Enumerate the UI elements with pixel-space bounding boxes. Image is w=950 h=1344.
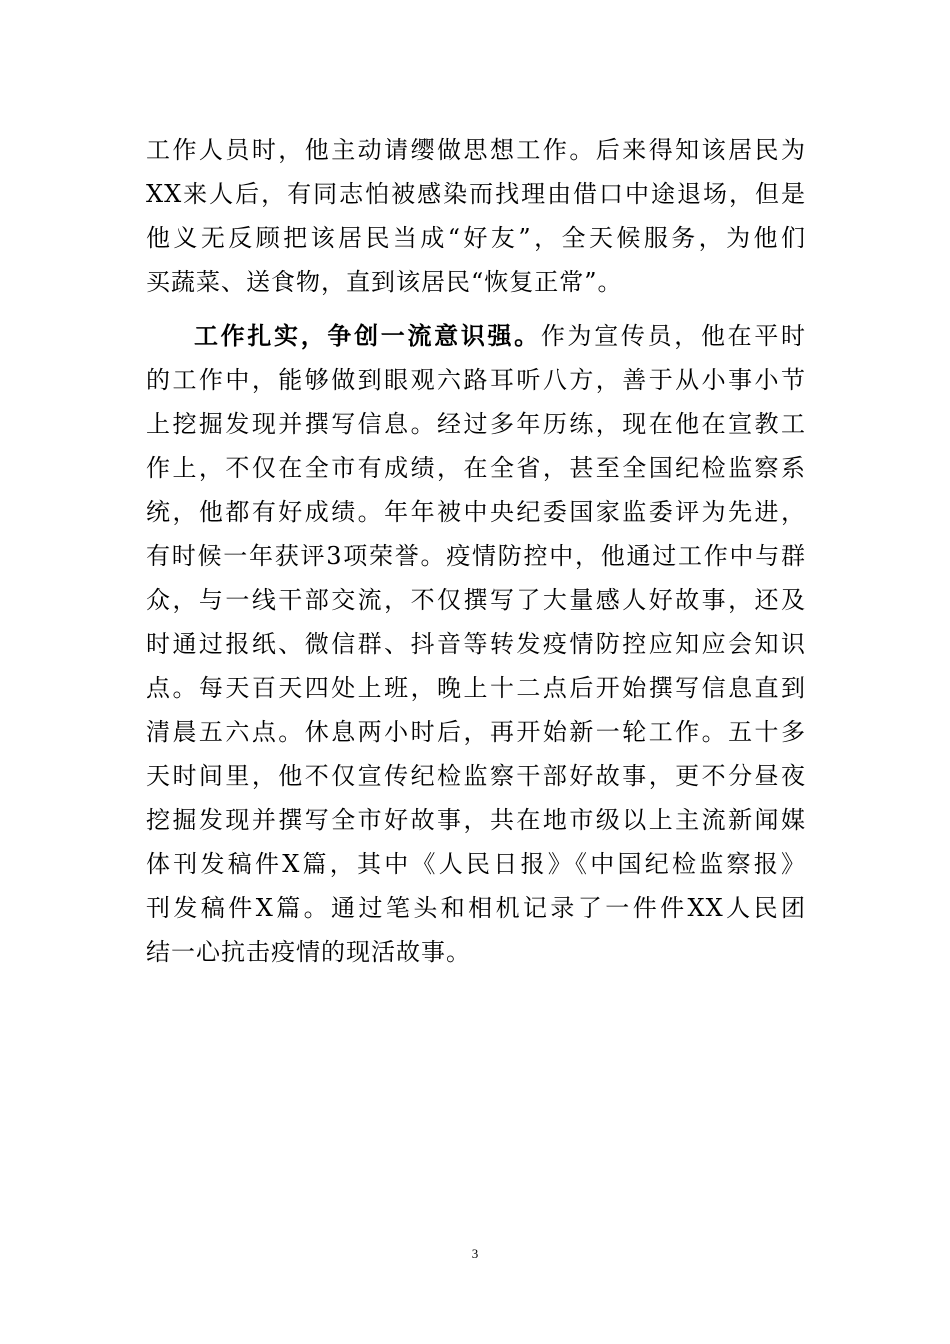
paragraph-line: 的工作中，能够做到眼观六路耳听八方，善于从小事小节 (146, 366, 806, 394)
paragraph-2 (146, 314, 806, 974)
page-number: 3 (471, 1246, 479, 1261)
paragraph-line: 有时候一年获评3项荣誉。疫情防控中，他通过工作中与群 (146, 542, 806, 570)
paragraph-line: 买蔬菜、送食物，直到该居民“恢复正常”。 (146, 268, 623, 296)
section-heading: 工作扎实，争创一流意识强。 (194, 321, 541, 350)
paragraph-line: 上挖掘发现并撰写信息。经过多年历练，现在他在宣教工 (146, 410, 806, 438)
paragraph-line: XX来人后，有同志怕被感染而找理由借口中途退场，但是 (146, 180, 806, 208)
paragraph-line: 他义无反顾把该居民当成“好友”，全天候服务，为他们 (146, 224, 806, 252)
paragraph-line: 众，与一线干部交流，不仅撰写了大量感人好故事，还及 (146, 586, 806, 614)
paragraph-line: 清晨五六点。休息两小时后，再开始新一轮工作。五十多 (146, 718, 806, 746)
paragraph-line: 挖掘发现并撰写全市好故事，共在地市级以上主流新闻媒 (146, 806, 806, 834)
paragraph-line: 统，他都有好成绩。年年被中央纪委国家监委评为先进， (146, 498, 806, 526)
paragraph-line: 结一心抗击疫情的现活故事。 (146, 938, 471, 966)
paragraph-line: 刊发稿件X篇。通过笔头和相机记录了一件件XX人民团 (146, 894, 806, 922)
paragraph-first-line (146, 314, 806, 358)
paragraph-line: 点。每天百天四处上班，晚上十二点后开始撰写信息直到 (146, 674, 806, 702)
paragraph-line: 天时间里，他不仅宣传纪检监察干部好故事，更不分昼夜 (146, 762, 806, 790)
paragraph-line: 体刊发稿件X篇，其中《人民日报》《中国纪检监察报》 (146, 850, 806, 878)
paragraph-line-rest: 作为宣传员，他在平时 (540, 322, 807, 350)
body-text (146, 128, 806, 974)
paragraph-line: 作上，不仅在全市有成绩，在全省，甚至全国纪检监察系 (146, 454, 806, 482)
paragraph-line: 时通过报纸、微信群、抖音等转发疫情防控应知应会知识 (146, 630, 806, 658)
paragraph-line: 工作人员时，他主动请缨做思想工作。后来得知该居民为 (146, 136, 806, 164)
paragraph-1 (146, 128, 806, 304)
